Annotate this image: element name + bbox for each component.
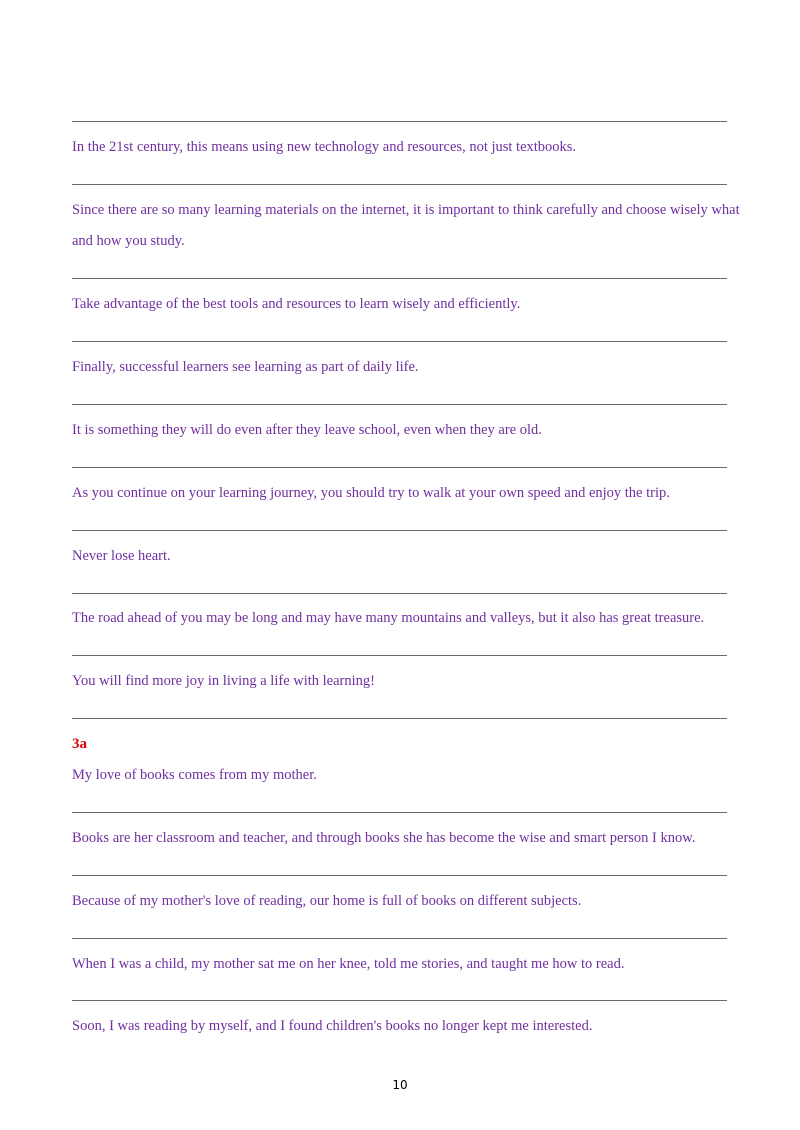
text-line: Books are her classroom and teacher, and through books she has become the wise and smart person I know. — [72, 830, 696, 846]
text-line: In the 21st century, this means using new technology and resources, not just textbooks. — [72, 139, 577, 155]
text-line: The road ahead of you may be long and may have many mountains and valleys, but it also has great treasure. — [72, 610, 705, 626]
text-line: Take advantage of the best tools and resources to learn wisely and efficiently. — [72, 296, 521, 312]
text-line: Never lose heart. — [72, 548, 171, 564]
section-heading: 3a — [72, 736, 87, 752]
text-line: As you continue on your learning journey, you should try to walk at your own speed and enjoy the trip. — [72, 485, 670, 501]
text-line: When I was a child, my mother sat me on her knee, told me stories, and taught me how to read. — [72, 956, 625, 972]
answer-rule — [72, 467, 727, 468]
answer-rule — [72, 875, 727, 876]
answer-rule — [72, 530, 727, 531]
page-number: 10 — [392, 1078, 408, 1092]
answer-rule — [72, 184, 727, 185]
text-line: My love of books comes from my mother. — [72, 767, 317, 783]
text-line: Since there are so many learning materials on the internet, it is important to think carefully and choose wisely what — [72, 202, 740, 218]
answer-rule — [72, 593, 727, 594]
answer-rule — [72, 404, 727, 405]
text-line: and how you study. — [72, 233, 185, 249]
text-line: Because of my mother's love of reading, our home is full of books on different subjects. — [72, 893, 582, 909]
answer-rule — [72, 1000, 727, 1001]
answer-rule — [72, 655, 727, 656]
answer-rule — [72, 278, 727, 279]
answer-rule — [72, 121, 727, 122]
text-line: You will find more joy in living a life with learning! — [72, 673, 375, 689]
answer-rule — [72, 812, 727, 813]
text-line: It is something they will do even after they leave school, even when they are old. — [72, 422, 542, 438]
answer-rule — [72, 938, 727, 939]
text-line: Finally, successful learners see learning as part of daily life. — [72, 359, 419, 375]
answer-rule — [72, 718, 727, 719]
text-line: Soon, I was reading by myself, and I found children's books no longer kept me interested. — [72, 1018, 593, 1034]
answer-rule — [72, 341, 727, 342]
